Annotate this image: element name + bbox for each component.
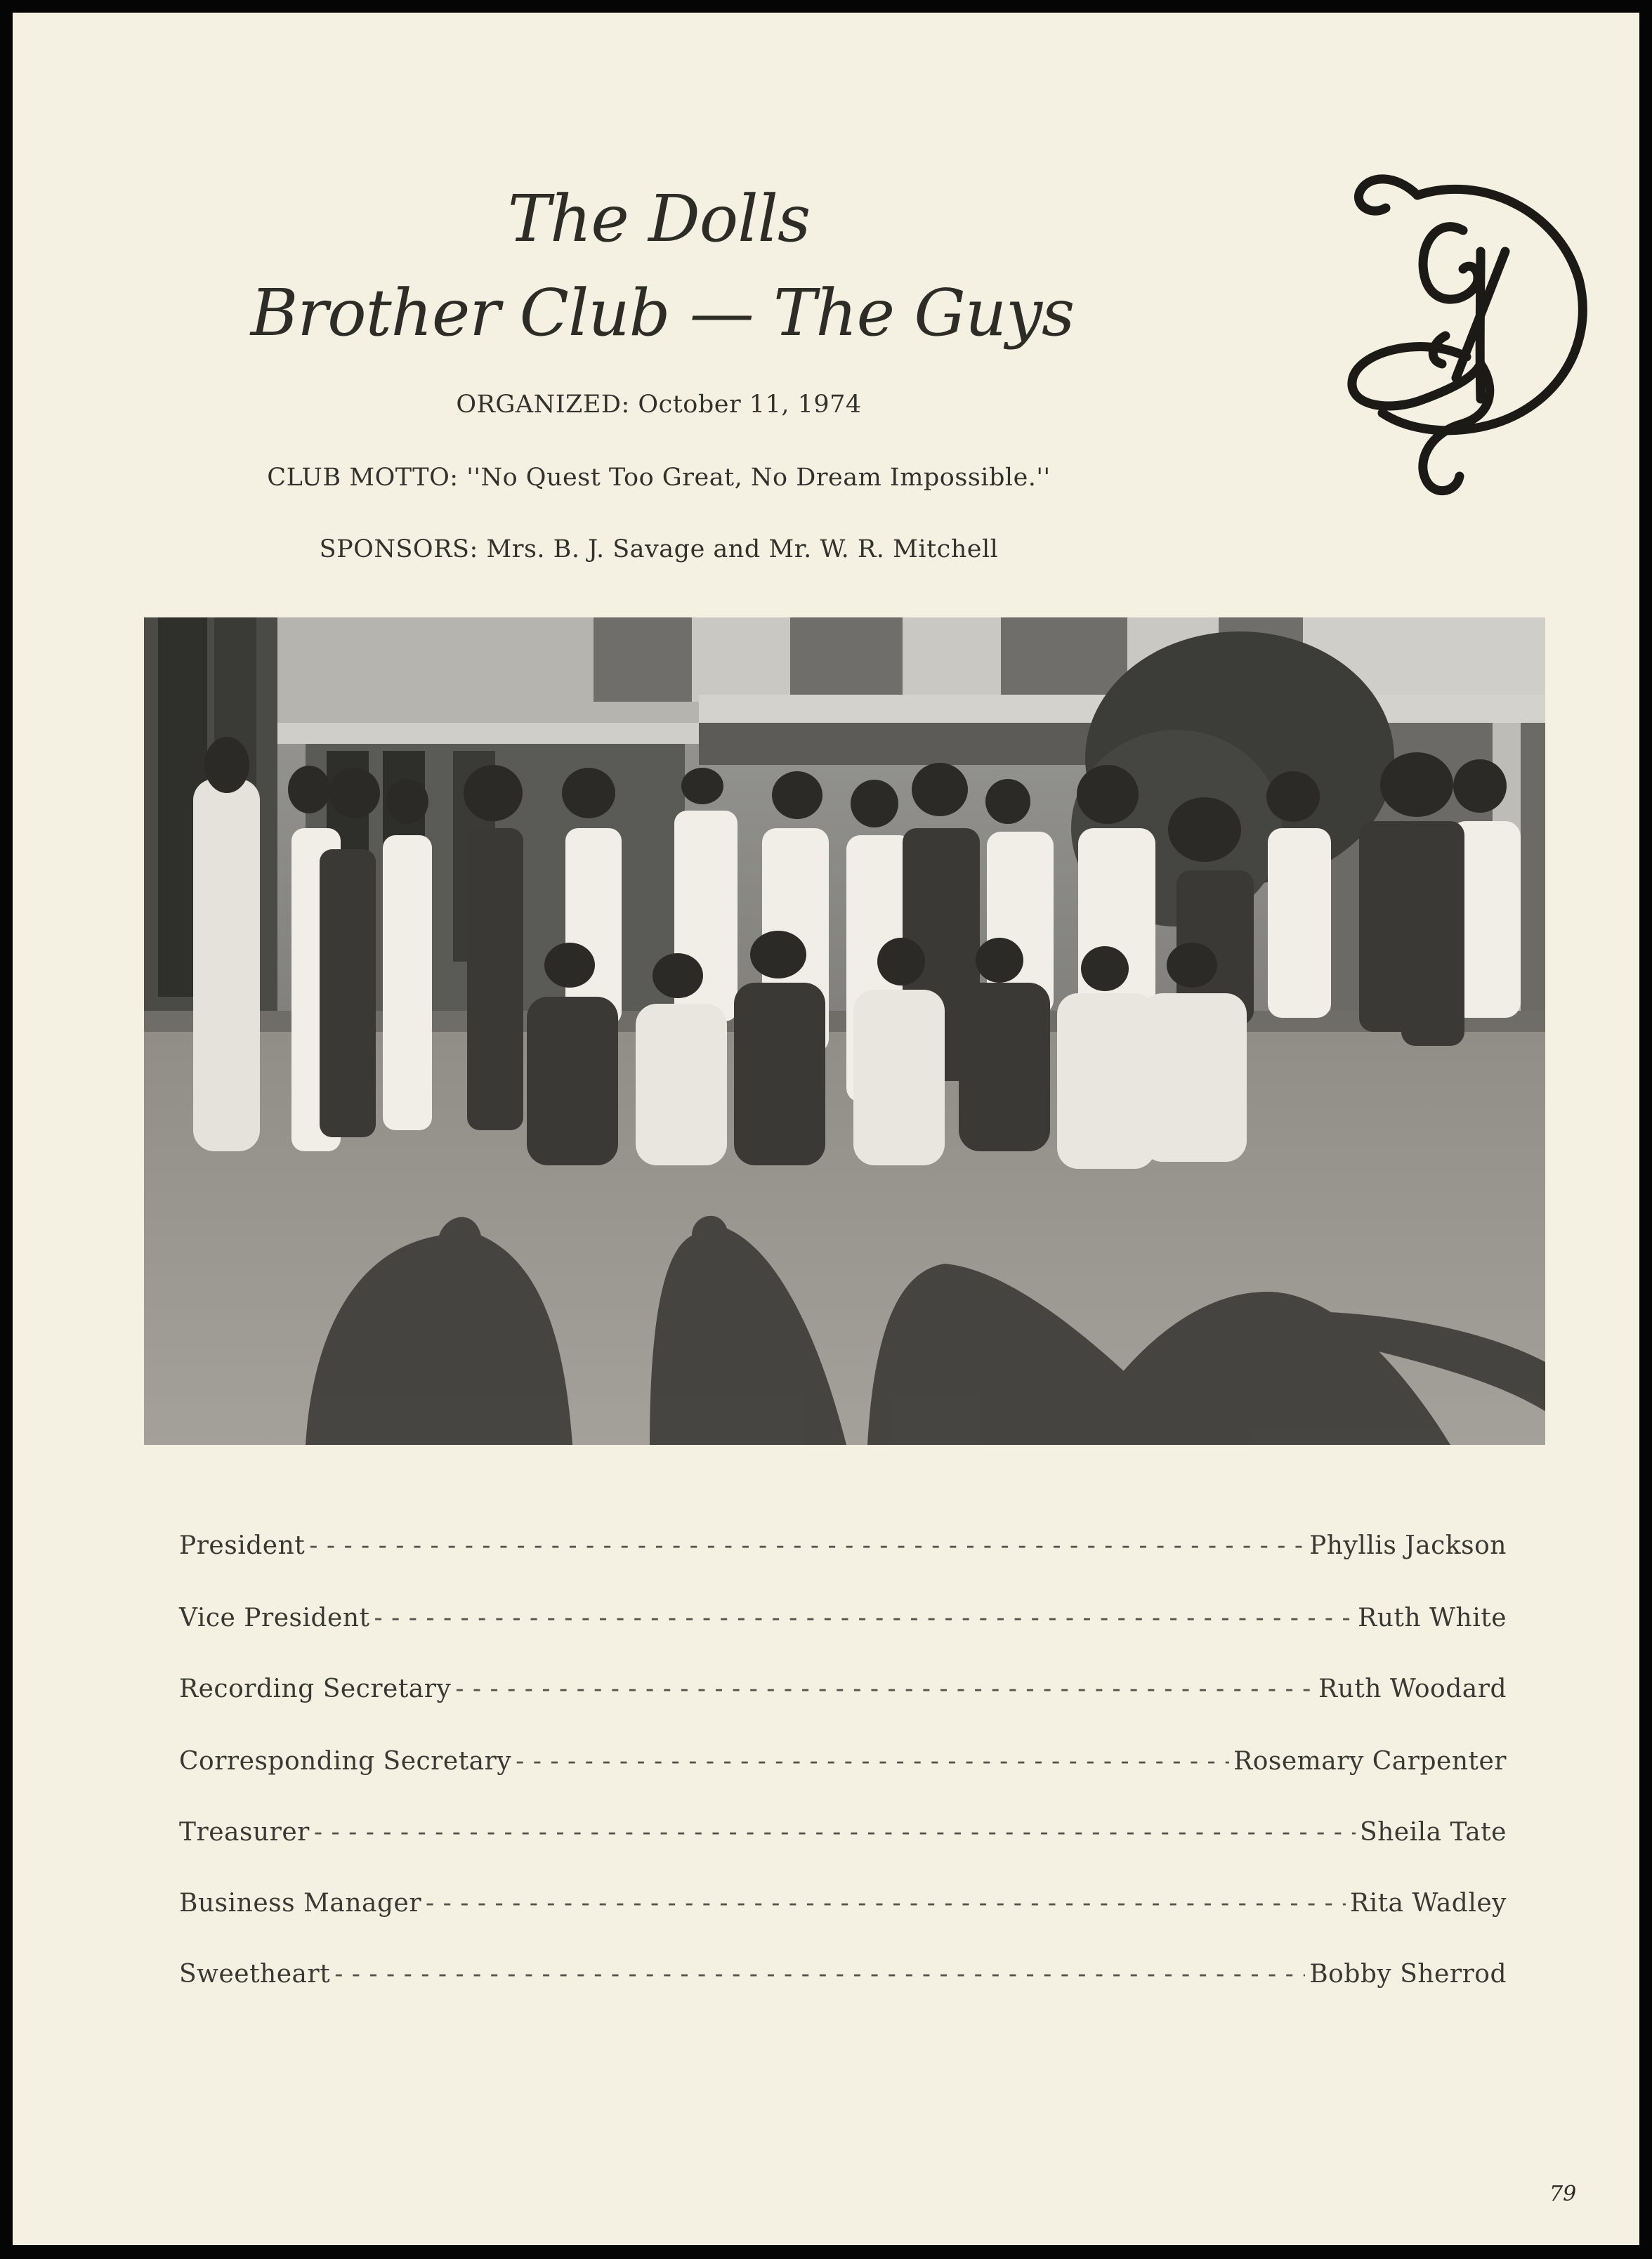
officer-row-business-manager: [179, 1889, 1507, 1924]
officer-row-president: [179, 1531, 1507, 1566]
group-photo: [144, 617, 1545, 1445]
officer-name: Rosemary Carpenter: [1233, 1747, 1507, 1776]
officer-row-sweetheart: [179, 1960, 1507, 1995]
officer-row-corresponding-secretary: [179, 1747, 1507, 1782]
officer-name: Ruth Woodard: [1318, 1675, 1507, 1703]
officer-role: President: [179, 1531, 306, 1560]
page-number: 79: [1549, 2182, 1577, 2206]
officer-row-recording-secretary: [179, 1675, 1507, 1710]
page-subtitle: Brother Club — The Guys: [250, 275, 1075, 351]
page-title: The Dolls: [507, 181, 811, 256]
sponsors-line: SPONSORS: Mrs. B. J. Savage and Mr. W. R. Mitchell: [319, 535, 999, 563]
dot-leader: [426, 1889, 1346, 1918]
dot-leader: [455, 1675, 1314, 1703]
officer-row-vice-president: [179, 1604, 1507, 1639]
officer-name: Ruth White: [1358, 1604, 1507, 1632]
officer-role: Recording Secretary: [179, 1675, 452, 1703]
monogram-logo: [1319, 146, 1607, 511]
dot-leader: [309, 1531, 1305, 1560]
officer-role: Corresponding Secretary: [179, 1747, 512, 1776]
officer-name: Rita Wadley: [1349, 1889, 1507, 1918]
officer-name: Phyllis Jackson: [1309, 1531, 1507, 1560]
officer-role: Treasurer: [179, 1818, 310, 1847]
dot-leader: [334, 1960, 1305, 1989]
officer-row-treasurer: [179, 1818, 1507, 1853]
yearbook-page: [13, 13, 1639, 2245]
officer-name: Bobby Sherrod: [1309, 1960, 1507, 1989]
officer-role: Vice President: [179, 1604, 370, 1632]
officer-role: Business Manager: [179, 1889, 422, 1918]
dot-leader: [314, 1818, 1356, 1847]
dot-leader: [374, 1604, 1354, 1632]
dot-leader: [516, 1747, 1229, 1776]
officer-role: Sweetheart: [179, 1960, 331, 1989]
officer-name: Sheila Tate: [1359, 1818, 1507, 1847]
organized-date: ORGANIZED: October 11, 1974: [456, 391, 862, 419]
club-motto: CLUB MOTTO: ''No Quest Too Great, No Dream Impossible.'': [267, 464, 1051, 492]
